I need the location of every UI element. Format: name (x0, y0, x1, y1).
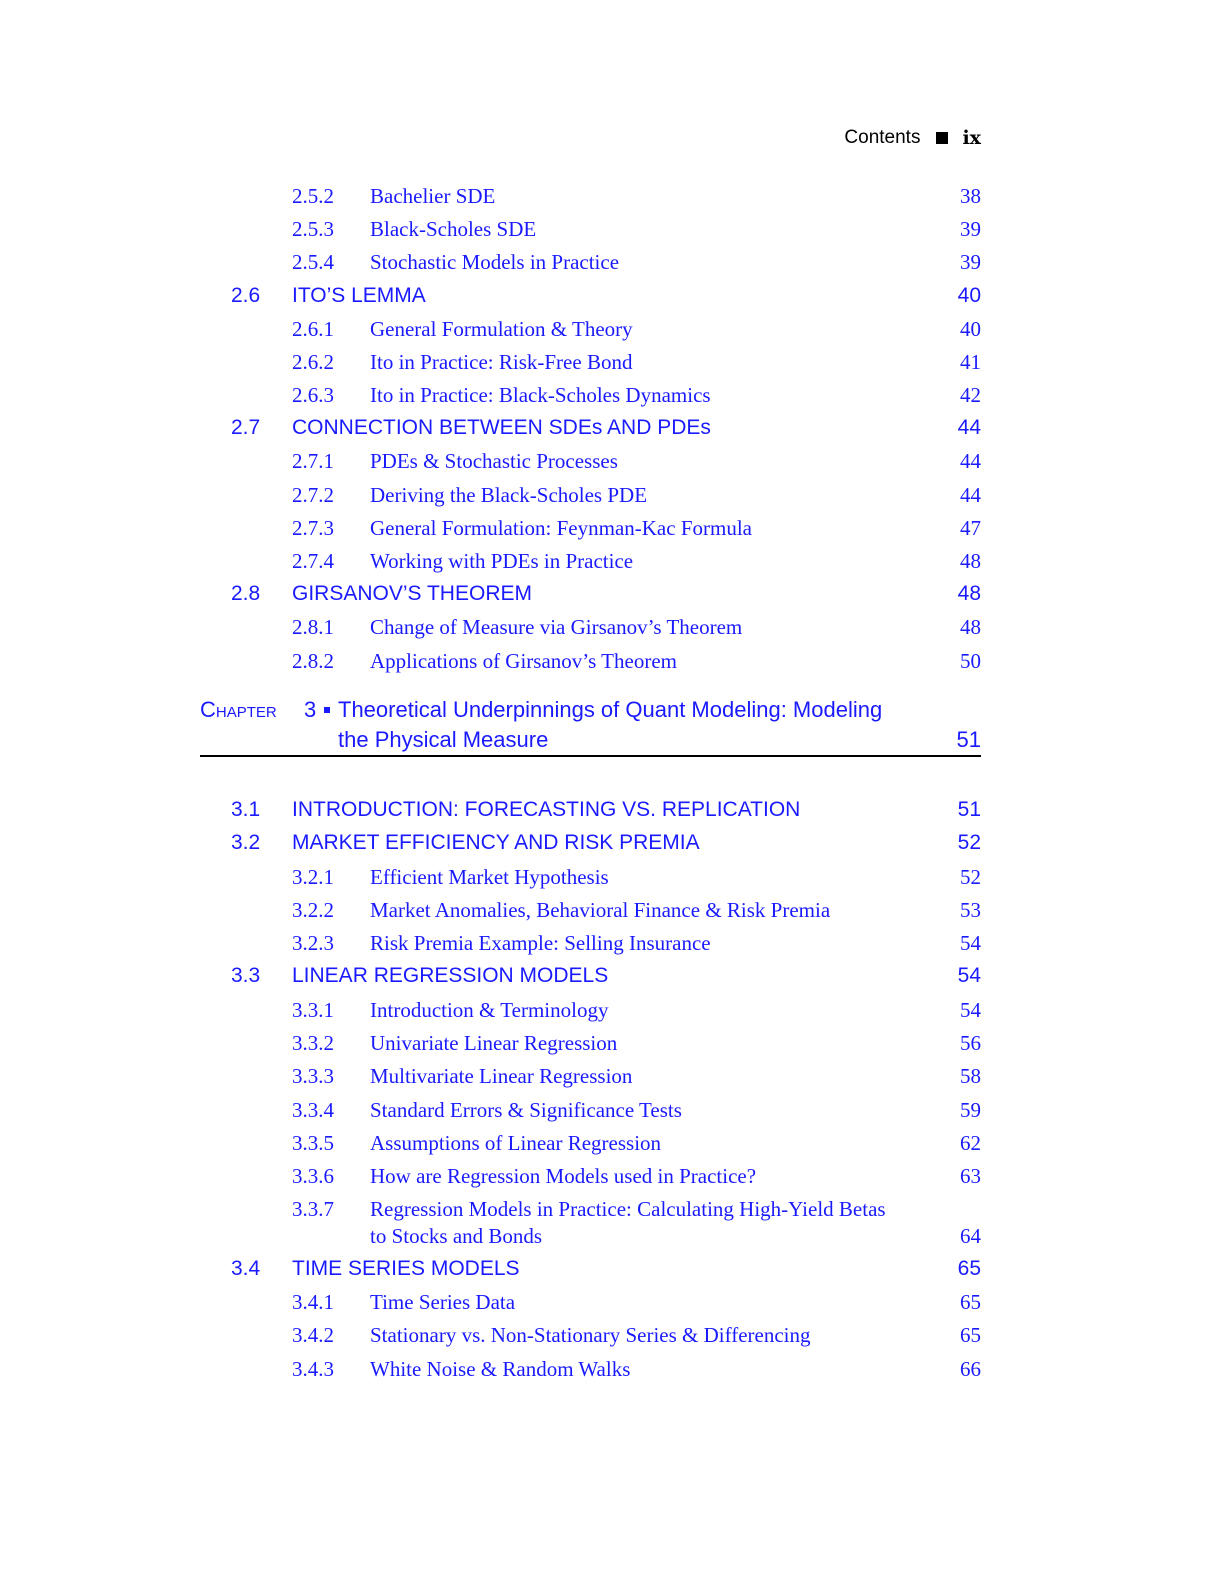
entry-number: 2.7.2 (292, 483, 334, 507)
toc-section-entry[interactable] (0, 795, 1224, 825)
entry-number: 2.7.4 (292, 549, 334, 573)
toc-subsection-entry[interactable] (0, 347, 1224, 377)
entry-page-number: 66 (960, 1357, 981, 1381)
entry-title: Univariate Linear Regression (370, 1031, 618, 1055)
entry-title: Time Series Data (370, 1290, 516, 1314)
toc-subsection-entry[interactable] (0, 1161, 1224, 1191)
entry-page-number: 39 (960, 250, 981, 274)
entry-title: Ito in Practice: Black-Scholes Dynamics (370, 383, 711, 407)
entry-page-number: 40 (960, 317, 981, 341)
entry-title: Regression Models in Practice: Calculating High-Yield Betas (370, 1197, 886, 1221)
entry-page-number: 52 (960, 865, 981, 889)
entry-number: 2.5.4 (292, 250, 334, 274)
entry-number: 3.3.2 (292, 1031, 334, 1055)
entry-number: 3.4 (231, 1257, 261, 1280)
chapter-number: 3 (304, 697, 317, 722)
entry-title: CONNECTION BETWEEN SDEs AND PDEs (292, 416, 711, 439)
entry-page-number: 51 (957, 798, 981, 821)
entry-title: Bachelier SDE (370, 184, 496, 208)
entry-number: 2.7.1 (292, 449, 334, 473)
toc-subsection-entry[interactable] (0, 181, 1224, 211)
entry-number: 2.5.3 (292, 217, 334, 241)
toc-section-entry[interactable] (0, 413, 1224, 443)
entry-page-number: 62 (960, 1131, 981, 1155)
entry-page-number: 63 (960, 1164, 981, 1188)
entry-title: Change of Measure via Girsanov’s Theorem (370, 615, 743, 639)
chapter-heading[interactable] (200, 694, 981, 756)
entry-page-number: 48 (957, 582, 981, 605)
entry-number: 3.2.2 (292, 898, 334, 922)
toc-subsection-entry[interactable] (0, 380, 1224, 410)
entry-page-number: 44 (960, 483, 981, 507)
entry-number: 3.4.2 (292, 1323, 334, 1347)
entry-title: Black-Scholes SDE (370, 217, 537, 241)
entry-number: 3.3.4 (292, 1098, 334, 1122)
entry-number: 2.6.3 (292, 383, 334, 407)
entry-number: 3.3.6 (292, 1164, 334, 1188)
entry-number: 3.1 (231, 798, 261, 821)
entry-page-number: 44 (960, 449, 981, 473)
entry-title: GIRSANOV’S THEOREM (292, 582, 532, 605)
toc-subsection-entry[interactable] (0, 1287, 1224, 1317)
toc-subsection-entry[interactable] (0, 247, 1224, 277)
entry-page-number: 54 (957, 964, 981, 987)
toc-section-entry[interactable] (0, 281, 1224, 311)
entry-page-number: 59 (960, 1098, 981, 1122)
toc-section-entry[interactable] (0, 579, 1224, 609)
toc-subsection-entry[interactable] (0, 214, 1224, 244)
entry-page-number: 64 (960, 1224, 981, 1248)
toc-subsection-entry[interactable] (0, 1194, 1224, 1251)
entry-title: Working with PDEs in Practice (370, 549, 634, 573)
entry-number: 2.6.2 (292, 350, 334, 374)
entry-page-number: 53 (960, 898, 981, 922)
entry-page-number: 44 (957, 416, 981, 439)
entry-title: General Formulation: Feynman-Kac Formula (370, 516, 752, 540)
entry-page-number: 48 (960, 549, 981, 573)
entry-page-number: 65 (957, 1257, 981, 1280)
entry-title: General Formulation & Theory (370, 317, 633, 341)
entry-number: 3.3.3 (292, 1064, 334, 1088)
toc-subsection-entry[interactable] (0, 612, 1224, 642)
entry-title: MARKET EFFICIENCY AND RISK PREMIA (292, 831, 700, 854)
entry-number: 2.7 (231, 416, 261, 439)
entry-page-number: 47 (960, 516, 981, 540)
entry-title: Applications of Girsanov’s Theorem (370, 649, 677, 673)
toc-subsection-entry[interactable] (0, 646, 1224, 676)
toc-subsection-entry[interactable] (0, 1095, 1224, 1125)
entry-page-number: 40 (957, 284, 981, 307)
entry-page-number: 39 (960, 217, 981, 241)
entry-title: Deriving the Black-Scholes PDE (370, 483, 648, 507)
entry-title: INTRODUCTION: FORECASTING VS. REPLICATION (292, 798, 801, 821)
entry-number: 3.3.7 (292, 1197, 334, 1221)
toc-subsection-entry[interactable] (0, 1128, 1224, 1158)
entry-number: 3.2.1 (292, 865, 334, 889)
header-square-icon (936, 132, 948, 144)
entry-number: 2.5.2 (292, 184, 334, 208)
toc-subsection-entry[interactable] (0, 546, 1224, 576)
toc-subsection-entry[interactable] (0, 314, 1224, 344)
entry-title: PDEs & Stochastic Processes (370, 449, 618, 473)
entry-title: Stationary vs. Non-Stationary Series & Differencing (370, 1323, 811, 1347)
chapter-divider (200, 755, 981, 757)
header-page-number: ix (962, 127, 981, 149)
entry-page-number: 38 (960, 184, 981, 208)
entry-number: 2.8.2 (292, 649, 334, 673)
bullet-icon (324, 707, 330, 713)
toc-section-entry[interactable] (0, 1254, 1224, 1284)
toc-subsection-entry[interactable] (0, 480, 1224, 510)
entry-page-number: 58 (960, 1064, 981, 1088)
toc-section-entry[interactable] (0, 828, 1224, 858)
entry-title: LINEAR REGRESSION MODELS (292, 964, 609, 987)
entry-page-number: 48 (960, 615, 981, 639)
entry-number: 2.7.3 (292, 516, 334, 540)
entry-number: 2.8 (231, 582, 261, 605)
toc-subsection-entry[interactable] (0, 895, 1224, 925)
entry-number: 2.6.1 (292, 317, 334, 341)
entry-title: Ito in Practice: Risk-Free Bond (370, 350, 633, 374)
entry-page-number: 52 (957, 831, 981, 854)
toc-subsection-entry[interactable] (0, 446, 1224, 476)
entry-title: Efficient Market Hypothesis (370, 865, 609, 889)
toc-subsection-entry[interactable] (0, 928, 1224, 958)
toc-subsection-entry[interactable] (0, 1320, 1224, 1350)
toc-subsection-entry[interactable] (0, 513, 1224, 543)
entry-number: 3.2.3 (292, 931, 334, 955)
entry-page-number: 54 (960, 998, 981, 1022)
entry-number: 3.4.3 (292, 1357, 334, 1381)
entry-page-number: 42 (960, 383, 981, 407)
toc-subsection-entry[interactable] (0, 1354, 1224, 1384)
entry-page-number: 54 (960, 931, 981, 955)
chapter-title-line1: Theoretical Underpinnings of Quant Modeling: Modeling (338, 697, 883, 722)
entry-title: Multivariate Linear Regression (370, 1064, 633, 1088)
entry-number: 2.8.1 (292, 615, 334, 639)
chapter-page-number: 51 (956, 727, 981, 752)
entry-title: How are Regression Models used in Practice? (370, 1164, 757, 1188)
entry-title: Risk Premia Example: Selling Insurance (370, 931, 711, 955)
entry-title: Market Anomalies, Behavioral Finance & Risk Premia (370, 898, 831, 922)
entry-page-number: 50 (960, 649, 981, 673)
entry-number: 3.3.5 (292, 1131, 334, 1155)
entry-number: 2.6 (231, 284, 261, 307)
entry-title: ITO’S LEMMA (292, 284, 426, 307)
toc-subsection-entry[interactable] (0, 862, 1224, 892)
entry-number: 3.2 (231, 831, 261, 854)
chapter-title-line2: the Physical Measure (338, 727, 549, 752)
entry-title: Stochastic Models in Practice (370, 250, 620, 274)
header-label: Contents (844, 127, 921, 148)
entry-page-number: 41 (960, 350, 981, 374)
chapter-label: Chapter (200, 697, 277, 722)
entry-title-continued: to Stocks and Bonds (370, 1224, 543, 1248)
entry-title: Assumptions of Linear Regression (370, 1131, 662, 1155)
entry-title: White Noise & Random Walks (370, 1357, 631, 1381)
toc-subsection-entry[interactable] (0, 1028, 1224, 1058)
toc-subsection-entry[interactable] (0, 995, 1224, 1025)
toc-section-entry[interactable] (0, 961, 1224, 991)
entry-number: 3.3 (231, 964, 261, 987)
toc-subsection-entry[interactable] (0, 1061, 1224, 1091)
entry-title: Introduction & Terminology (370, 998, 609, 1022)
entry-number: 3.4.1 (292, 1290, 334, 1314)
entry-page-number: 65 (960, 1290, 981, 1314)
entry-title: TIME SERIES MODELS (292, 1257, 520, 1280)
entry-page-number: 56 (960, 1031, 981, 1055)
running-header (844, 124, 981, 152)
entry-page-number: 65 (960, 1323, 981, 1347)
entry-title: Standard Errors & Significance Tests (370, 1098, 682, 1122)
entry-number: 3.3.1 (292, 998, 334, 1022)
